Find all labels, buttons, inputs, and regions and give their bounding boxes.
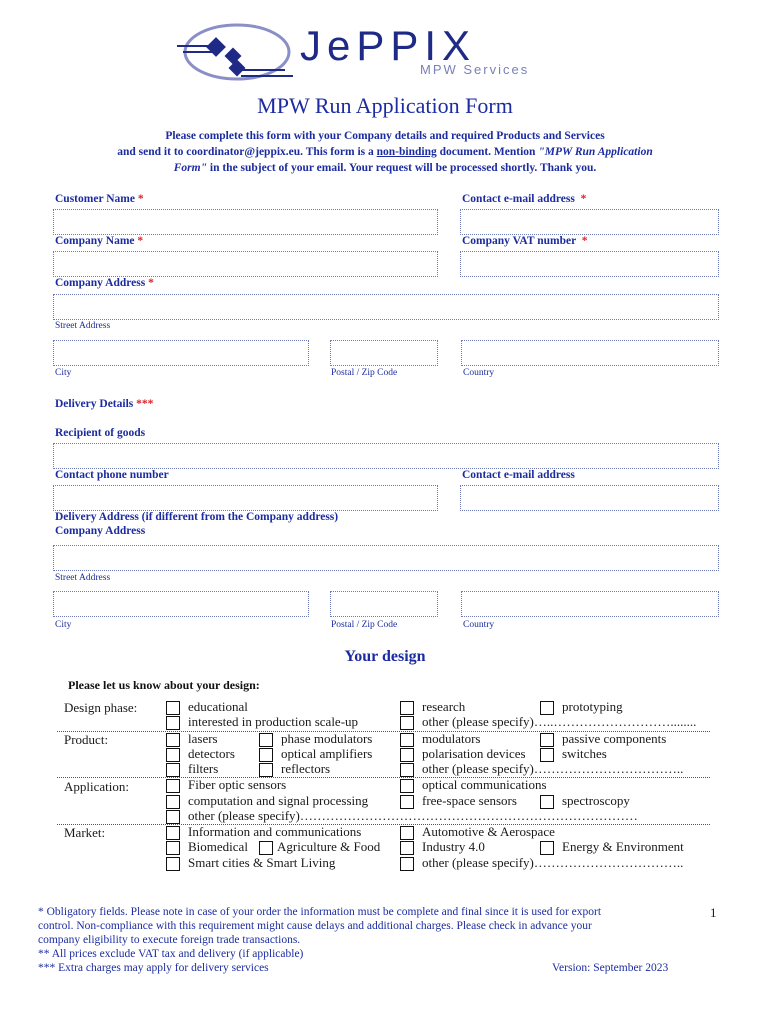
prototyping-label: prototyping: [562, 699, 623, 714]
contact-email-field[interactable]: [460, 209, 719, 235]
company-address2-label: Company Address: [55, 525, 146, 537]
lasers-checkbox[interactable]: [166, 733, 180, 747]
street-address2-label: Street Address: [55, 573, 111, 583]
separator: [57, 824, 710, 825]
opt-amp-label: optical amplifiers: [281, 746, 373, 761]
modulators-label: modulators: [422, 731, 481, 746]
intro-line-3: [60, 160, 710, 176]
other-phase-label: other (please specify)…..………………………........: [422, 714, 697, 729]
passive-label: passive components: [562, 731, 667, 746]
contact-phone-label: Contact phone number: [55, 469, 169, 481]
fiber-checkbox[interactable]: [166, 779, 180, 793]
country2-field[interactable]: [461, 591, 719, 617]
industry-label: Industry 4.0: [422, 839, 485, 854]
intro-line-2d: "MPW Run Application: [538, 146, 653, 158]
footer-line-1: * Obligatory fields. Please note in case of your order the information must be complete and final since it is used for export: [38, 906, 602, 918]
energy-label: Energy & Environment: [562, 839, 684, 854]
contact-email-label: Contact e-mail address *: [462, 193, 587, 205]
recipient-field[interactable]: [53, 443, 719, 469]
smart-checkbox[interactable]: [166, 857, 180, 871]
customer-name-label: Customer Name *: [55, 193, 144, 205]
logo-subtitle: MPW Services: [420, 62, 530, 77]
postal2-field[interactable]: [330, 591, 438, 617]
fiber-label: Fiber optic sensors: [188, 777, 287, 792]
footer-line-2: control. Non-compliance with this requirement might cause delays and additional charges. Please check in advance your: [38, 920, 592, 932]
contact-phone-field[interactable]: [53, 485, 438, 511]
other-phase-checkbox[interactable]: [400, 716, 414, 730]
country-label: Country: [463, 368, 495, 378]
footer-line-3: company eligibility to execute foreign trade transactions.: [38, 934, 301, 946]
filters-label: filters: [188, 761, 219, 776]
research-checkbox[interactable]: [400, 701, 414, 715]
company-vat-label: Company VAT number *: [462, 235, 588, 247]
agri-label: Agriculture & Food: [277, 839, 381, 854]
logo-mark-icon: [175, 18, 305, 88]
spectro-label: spectroscopy: [562, 793, 630, 808]
scaleup-label: interested in production scale-up: [188, 714, 359, 729]
biomed-checkbox[interactable]: [166, 841, 180, 855]
city-label: City: [55, 368, 72, 378]
phase-mod-label: phase modulators: [281, 731, 373, 746]
page-number: 1: [710, 905, 717, 920]
freespace-checkbox[interactable]: [400, 795, 414, 809]
intro-line-2: [60, 144, 710, 160]
country-field[interactable]: [461, 340, 719, 366]
postal-field[interactable]: [330, 340, 438, 366]
street-address-label: Street Address: [55, 321, 111, 331]
footer-line-4: ** All prices exclude VAT tax and delivery (if applicable): [38, 948, 304, 960]
computation-checkbox[interactable]: [166, 795, 180, 809]
customer-name-field[interactable]: [53, 209, 438, 235]
modulators-checkbox[interactable]: [400, 733, 414, 747]
polar-label: polarisation devices: [422, 746, 526, 761]
postal-label: Postal / Zip Code: [331, 368, 398, 378]
city2-label: City: [55, 620, 72, 630]
intro-text: [60, 128, 710, 176]
your-design-heading: Your design: [344, 648, 426, 665]
product-label: Product:: [64, 732, 109, 747]
footer-line-5: *** Extra charges may apply for delivery services: [38, 962, 269, 974]
detectors-label: detectors: [188, 746, 235, 761]
switches-checkbox[interactable]: [540, 748, 554, 762]
recipient-label: Recipient of goods: [55, 427, 146, 439]
other-market-checkbox[interactable]: [400, 857, 414, 871]
info-comm-label: Information and communications: [188, 824, 362, 839]
contact-email2-field[interactable]: [460, 485, 719, 511]
intro-line-2a: and send it to coordinator@jeppix.eu. This form is a: [117, 146, 377, 158]
auto-label: Automotive & Aerospace: [422, 824, 555, 839]
industry-checkbox[interactable]: [400, 841, 414, 855]
design-phase-label: Design phase:: [64, 700, 138, 715]
prototyping-checkbox[interactable]: [540, 701, 554, 715]
delivery-address-label: Delivery Address (if different from the Company address): [55, 511, 339, 523]
passive-checkbox[interactable]: [540, 733, 554, 747]
other-market-label: other (please specify)……………………………..: [422, 855, 684, 870]
educational-checkbox[interactable]: [166, 701, 180, 715]
company-vat-field[interactable]: [460, 251, 719, 277]
reflectors-label: reflectors: [281, 761, 331, 776]
auto-checkbox[interactable]: [400, 826, 414, 840]
freespace-label: free-space sensors: [422, 793, 517, 808]
info-comm-checkbox[interactable]: [166, 826, 180, 840]
scaleup-checkbox[interactable]: [166, 716, 180, 730]
detectors-checkbox[interactable]: [166, 748, 180, 762]
street-address-field[interactable]: [53, 294, 719, 320]
application-label: Application:: [64, 779, 129, 794]
page-title: MPW Run Application Form: [257, 93, 513, 118]
logo-brand-text: JePPIX: [300, 22, 477, 69]
city2-field[interactable]: [53, 591, 309, 617]
other-app-label: other (please specify)……………………………………………………………………: [188, 808, 638, 823]
non-binding-text: non-binding: [376, 146, 437, 158]
delivery-details-label: Delivery Details ***: [55, 398, 154, 410]
separator: [57, 777, 710, 778]
smart-label: Smart cities & Smart Living: [188, 855, 336, 870]
educational-label: educational: [188, 699, 248, 714]
company-name-field[interactable]: [53, 251, 438, 277]
opt-comm-checkbox[interactable]: [400, 779, 414, 793]
energy-checkbox[interactable]: [540, 841, 554, 855]
polar-checkbox[interactable]: [400, 748, 414, 762]
version-text: Version: September 2023: [552, 962, 669, 974]
company-name-label: Company Name *: [55, 235, 144, 247]
filters-checkbox[interactable]: [166, 763, 180, 777]
design-prompt: Please let us know about your design:: [68, 678, 260, 692]
market-label: Market:: [64, 825, 106, 840]
city-field[interactable]: [53, 340, 309, 366]
biomed-label: Biomedical: [188, 839, 248, 854]
research-label: research: [422, 699, 466, 714]
company-address-label: Company Address *: [55, 277, 154, 289]
opt-comm-label: optical communications: [422, 777, 547, 792]
agri-checkbox[interactable]: [259, 841, 273, 855]
intro-line-1: Please complete this form with your Company details and required Products and Services: [165, 130, 605, 142]
lasers-label: lasers: [188, 731, 218, 746]
intro-line-2c: document. Mention: [436, 146, 539, 158]
other-app-checkbox[interactable]: [166, 810, 180, 824]
switches-label: switches: [562, 746, 607, 761]
contact-email2-label: Contact e-mail address: [462, 469, 575, 481]
country2-label: Country: [463, 620, 495, 630]
other-prod-label: other (please specify)……………………………..: [422, 761, 684, 776]
street-address2-field[interactable]: [53, 545, 719, 571]
computation-label: computation and signal processing: [188, 793, 369, 808]
spectro-checkbox[interactable]: [540, 795, 554, 809]
opt-amp-checkbox[interactable]: [259, 748, 273, 762]
other-prod-checkbox[interactable]: [400, 763, 414, 777]
intro-line-3b: in the subject of your email. Your request will be processed shortly. Thank you.: [207, 162, 597, 174]
phase-mod-checkbox[interactable]: [259, 733, 273, 747]
postal2-label: Postal / Zip Code: [331, 620, 398, 630]
intro-line-3a: Form": [173, 162, 207, 174]
reflectors-checkbox[interactable]: [259, 763, 273, 777]
